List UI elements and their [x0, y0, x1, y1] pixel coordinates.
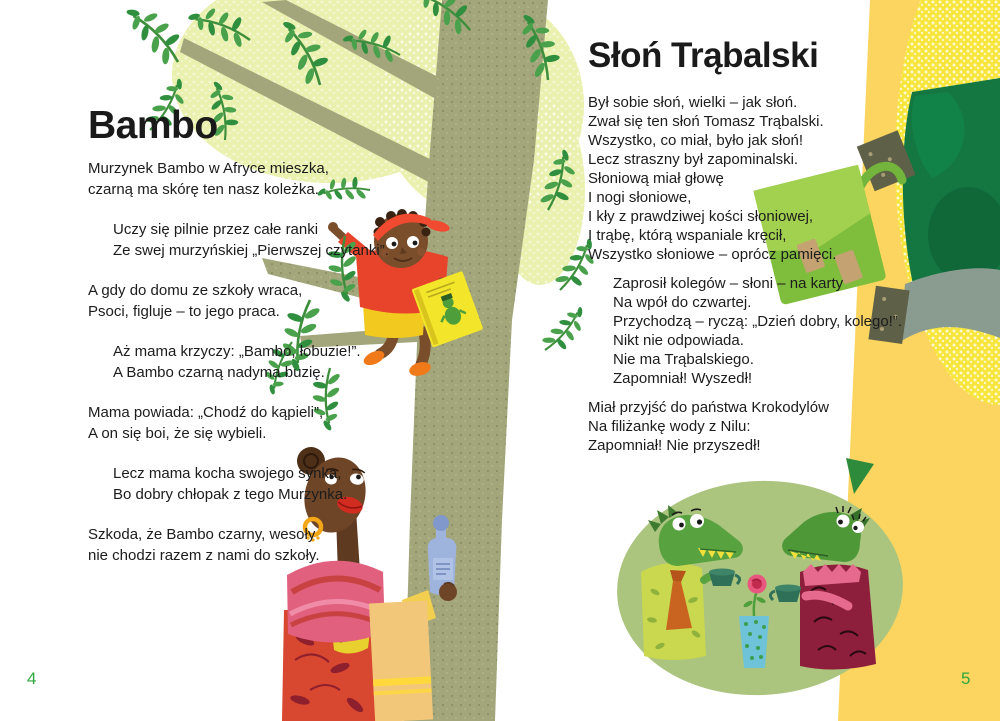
page-number-right: 5: [961, 669, 971, 688]
poem-line: Bo dobry chłopak z tego Murzynka.: [113, 485, 348, 503]
poem-line: Zapomniał! Wyszedł!: [613, 370, 753, 387]
poem-line: Lecz straszny był zapominalski.: [588, 151, 799, 168]
poem-line: nie chodzi razem z nami do szkoły.: [88, 546, 320, 564]
poem-line: Miał przyjść do państwa Krokodylów: [588, 399, 829, 416]
poem-line: Murzynek Bambo w Afryce mieszka,: [88, 160, 329, 177]
poem-stanza: [113, 220, 389, 261]
poem-line: I nogi słoniowe,: [588, 189, 692, 206]
poem-line: A gdy do domu ze szkoły wraca,: [88, 282, 303, 299]
poem-line: Zwał się ten słoń Tomasz Trąbalski.: [588, 113, 824, 130]
poem-stanza: [113, 342, 389, 383]
poem-line: Szkoda, że Bambo czarny, wesoły: [88, 526, 316, 543]
poem-line: Psoci, figluje – to jego praca.: [88, 302, 280, 320]
poem-stanza: [588, 93, 902, 264]
poem-bambo: [88, 159, 389, 586]
poem-line: A on się boi, że się wybieli.: [88, 424, 267, 442]
poem-line: Przychodzą – ryczą: „Dzień dobry, kolego!”.: [613, 313, 903, 330]
poem-line: Zaprosił kolegów – słoni – na karty: [613, 275, 844, 292]
poem-line: Słoniową miał głowę: [588, 170, 724, 187]
poem-line: Aż mama krzyczy: „Bambo, łobuzie!”.: [113, 343, 361, 360]
poem-line: Był sobie słoń, wielki – jak słoń.: [588, 94, 798, 111]
poem-stanza: [613, 274, 902, 388]
poem-stanza: [588, 398, 902, 455]
poem-line: czarną ma skórę ten nasz koleżka.: [88, 180, 319, 198]
poem-line: Wszystko, co miał, było jak słoń!: [588, 132, 804, 149]
poem-title-bambo: Bambo: [88, 104, 218, 147]
poem-line: Nie ma Trąbalskiego.: [613, 351, 754, 368]
poem-stanza: [88, 281, 389, 322]
poem-title-slon-trabalski: Słoń Trąbalski: [588, 36, 819, 75]
poem-stanza: [88, 403, 389, 444]
poem-line: Mama powiada: „Chodź do kąpieli”,: [88, 404, 324, 421]
poem-stanza: [88, 525, 389, 566]
poem-line: Na filiżankę wody z Nilu:: [588, 418, 751, 435]
page-number-left: 4: [27, 669, 37, 688]
poem-line: Lecz mama kocha swojego synka,: [113, 465, 342, 482]
poem-line: A Bambo czarną nadyma buzię.: [113, 363, 325, 381]
poem-line: Nikt nie odpowiada.: [613, 332, 744, 349]
poem-line: Uczy się pilnie przez całe ranki: [113, 221, 319, 238]
poem-stanza: [113, 464, 389, 505]
poem-slon-trabalski: [588, 93, 902, 465]
poem-line: I trąbę, którą wspaniale kręcił,: [588, 227, 787, 244]
poem-line: Wszystko słoniowe – oprócz pamięci.: [588, 246, 837, 263]
poem-line: Ze swej murzyńskiej „Pierwszej czytanki”.: [113, 241, 389, 259]
poem-line: Zapomniał! Nie przyszedł!: [588, 437, 761, 454]
poem-line: Na wpół do czwartej.: [613, 294, 752, 311]
poem-line: I kły z prawdziwej kości słoniowej,: [588, 208, 814, 225]
poem-stanza: [88, 159, 389, 200]
